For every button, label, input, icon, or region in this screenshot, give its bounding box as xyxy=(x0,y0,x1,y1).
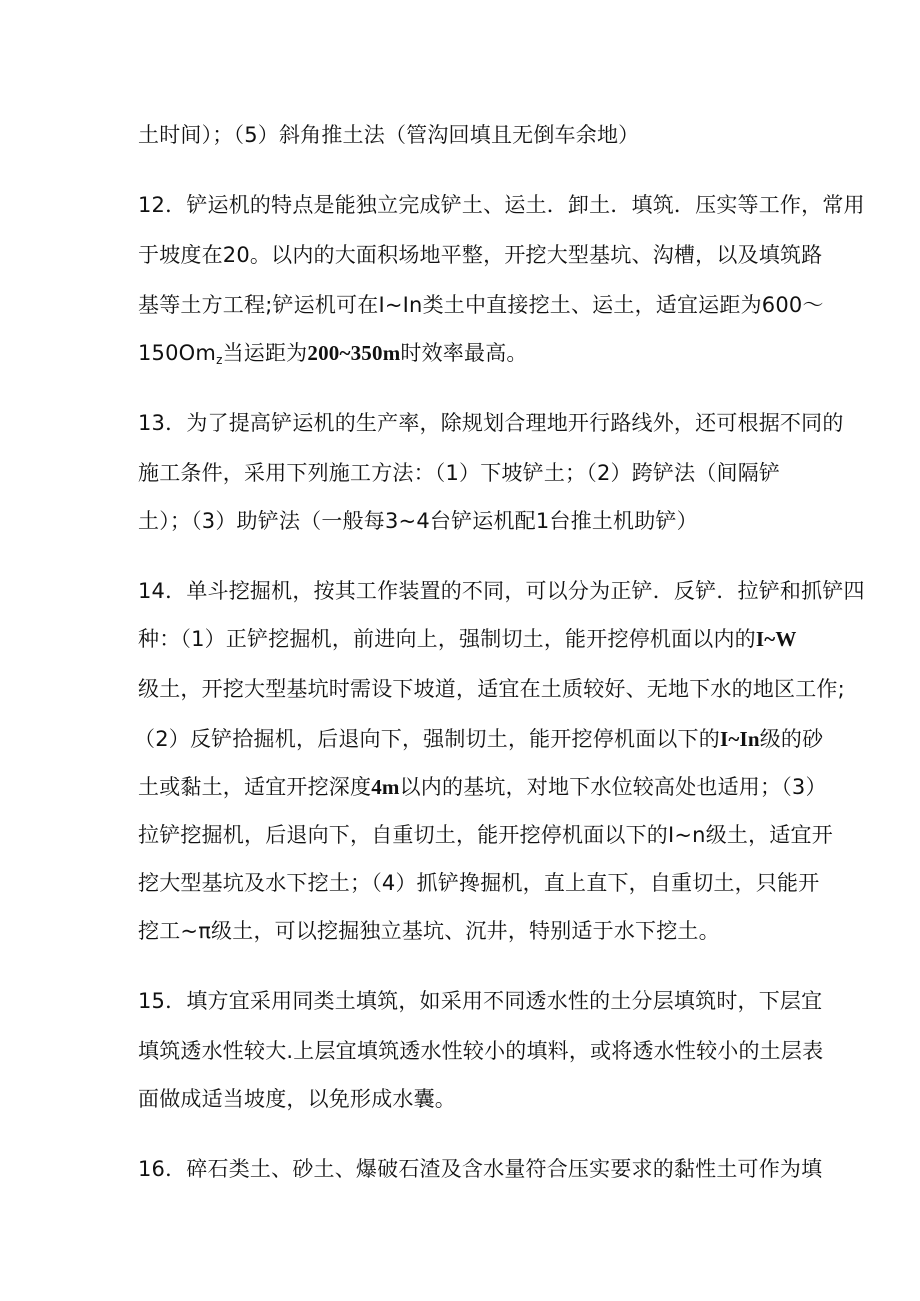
paragraph-13-line-3: 土）；（3）助铲法（一般每3~4台铲运机配1台推土机助铲） xyxy=(138,509,698,533)
paragraph-15-line-1: 15．填方宜采用同类土填筑，如采用不同透水性的土分层填筑时，下层宜 xyxy=(138,989,823,1013)
paragraph-14-bold-soil-class-1: I~W xyxy=(755,627,797,651)
paragraph-14-line-3: 级土，开挖大型基坑时需设下坡道，适宜在土质较好、无地下水的地区工作; xyxy=(138,677,845,701)
paragraph-12-bold-distance: 200~350m xyxy=(307,341,401,365)
paragraph-12-line-4-text-b: 当运距为 xyxy=(222,341,308,365)
paragraph-14-line-2-text: 种：（1）正铲挖掘机，前进向上，强制切土，能开挖停机面以内的 xyxy=(138,627,756,651)
paragraph-14-line-2 xyxy=(138,624,797,654)
paragraph-12-line-1: 12．铲运机的特点是能独立完成铲土、运土．卸土．填筑．压实等工作，常用 xyxy=(138,193,865,217)
paragraph-14-line-4 xyxy=(134,724,823,754)
paragraph-16-line-1: 16．碎石类土、砂土、爆破石渣及含水量符合压实要求的黏性土可作为填 xyxy=(138,1157,823,1181)
paragraph-14-line-6: 拉铲挖掘机，后退向下，自重切土，能开挖停机面以下的I~n级土，适宜开 xyxy=(138,823,833,847)
paragraph-14-line-1: 14．单斗挖掘机，按其工作装置的不同，可以分为正铲．反铲．拉铲和抓铲四 xyxy=(138,579,865,603)
paragraph-15-line-2: 填筑透水性较大.上层宜填筑透水性较小的填料，或将透水性较小的土层表 xyxy=(138,1039,824,1063)
paragraph-14-line-5-text-a: 土或黏土，适宜开挖深度 xyxy=(138,775,372,799)
paragraph-15-line-3: 面做成适当坡度，以免形成水囊。 xyxy=(138,1087,456,1111)
paragraph-14-line-5 xyxy=(138,772,827,802)
paragraph-14-line-7: 挖大型基坑及水下挖土；（4）抓铲搀掘机，直上直下，自重切土，只能开 xyxy=(138,871,820,895)
paragraph-12-line-2: 于坡度在20。以内的大面积场地平整，开挖大型基坑、沟槽，以及填筑路 xyxy=(138,243,823,267)
paragraph-14-line-5-text-b: 以内的基坑，对地下水位较高处也适用；（3） xyxy=(399,775,827,799)
paragraph-14-line-4-text-b: 级的砂 xyxy=(759,727,824,751)
paragraph-14-line-8: 挖工~π级土，可以挖掘独立基坑、沉井，特别适于水下挖土。 xyxy=(138,919,720,943)
paragraph-14-bold-soil-class-2: I~In xyxy=(719,727,760,751)
paragraph-11-line-1: 土时间）；（5）斜角推土法（管沟回填且无倒车余地） xyxy=(138,123,640,147)
paragraph-14-bold-depth: 4m xyxy=(371,775,400,799)
paragraph-14-line-4-text-a: （2）反铲拾掘机，后退向下，强制切土，能开挖停机面以下的 xyxy=(134,727,720,751)
paragraph-13-line-1: 13．为了提高铲运机的生产率，除规划合理地开行路线外，还可根据不同的 xyxy=(138,411,844,435)
paragraph-12-line-4-text-a: 150Om xyxy=(138,341,217,365)
paragraph-12-line-4-text-c: 时效率最高。 xyxy=(400,341,528,365)
paragraph-12-line-3: 基等土方工程;铲运机可在I~In类土中直接挖土、运土，适宜运距为600～ xyxy=(138,293,824,317)
paragraph-12-line-4 xyxy=(138,338,528,375)
paragraph-12-line-4-subscript: z xyxy=(216,353,223,367)
paragraph-13-line-2: 施工条件，采用下列施工方法：（1）下坡铲土；（2）跨铲法（间隔铲 xyxy=(138,461,781,485)
